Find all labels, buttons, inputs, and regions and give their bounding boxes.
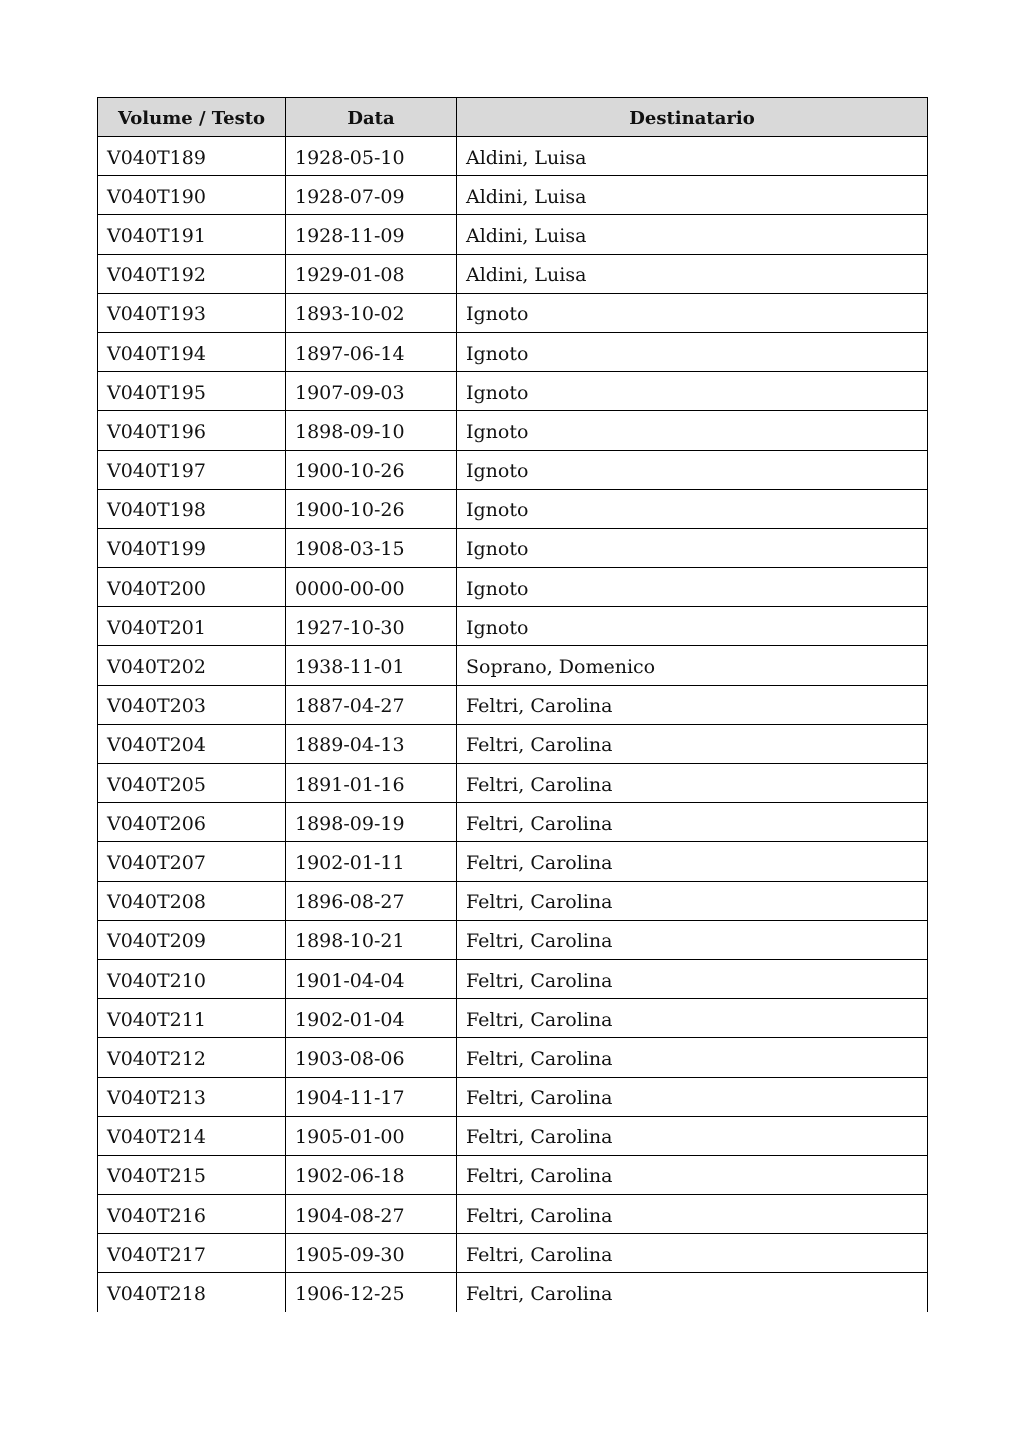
table-row [98, 254, 928, 293]
table-row [98, 137, 928, 176]
destinatario-cell: Feltri, Carolina [457, 999, 928, 1038]
volume-testo-cell: V040T216 [98, 1195, 286, 1234]
destinatario-cell: Ignoto [457, 568, 928, 607]
table-row [98, 372, 928, 411]
volume-testo-cell: V040T190 [98, 176, 286, 215]
table-row [98, 1038, 928, 1077]
volume-testo-cell: V040T215 [98, 1155, 286, 1194]
volume-testo-cell: V040T217 [98, 1234, 286, 1273]
data-cell: 1898-09-19 [286, 803, 457, 842]
table-row [98, 1234, 928, 1273]
data-cell: 1904-11-17 [286, 1077, 457, 1116]
table-row [98, 920, 928, 959]
volume-testo-cell: V040T197 [98, 450, 286, 489]
column-header-data: Data [286, 98, 457, 137]
data-cell: 1906-12-25 [286, 1273, 457, 1312]
table-row [98, 528, 928, 567]
data-cell: 1898-09-10 [286, 411, 457, 450]
data-cell: 1897-06-14 [286, 332, 457, 371]
table-row [98, 999, 928, 1038]
destinatario-cell: Feltri, Carolina [457, 685, 928, 724]
data-cell: 1908-03-15 [286, 528, 457, 567]
destinatario-cell: Feltri, Carolina [457, 1077, 928, 1116]
table-row [98, 450, 928, 489]
volume-testo-cell: V040T200 [98, 568, 286, 607]
table-row [98, 1195, 928, 1234]
destinatario-cell: Feltri, Carolina [457, 1234, 928, 1273]
data-cell: 1927-10-30 [286, 607, 457, 646]
table-row [98, 764, 928, 803]
destinatario-cell: Ignoto [457, 489, 928, 528]
volume-testo-cell: V040T199 [98, 528, 286, 567]
data-cell: 1902-01-04 [286, 999, 457, 1038]
destinatario-cell: Feltri, Carolina [457, 959, 928, 998]
volume-testo-cell: V040T202 [98, 646, 286, 685]
volume-testo-cell: V040T196 [98, 411, 286, 450]
data-cell: 1902-01-11 [286, 842, 457, 881]
destinatario-cell: Feltri, Carolina [457, 1116, 928, 1155]
destinatario-cell: Aldini, Luisa [457, 137, 928, 176]
table-row [98, 803, 928, 842]
data-cell: 1900-10-26 [286, 489, 457, 528]
table-row [98, 293, 928, 332]
table-row [98, 881, 928, 920]
letters-table [97, 97, 928, 1312]
volume-testo-cell: V040T201 [98, 607, 286, 646]
volume-testo-cell: V040T207 [98, 842, 286, 881]
table-row [98, 1155, 928, 1194]
data-cell: 1902-06-18 [286, 1155, 457, 1194]
destinatario-cell: Ignoto [457, 411, 928, 450]
table-row [98, 724, 928, 763]
table-row [98, 646, 928, 685]
data-cell: 1887-04-27 [286, 685, 457, 724]
destinatario-cell: Ignoto [457, 372, 928, 411]
table-row [98, 411, 928, 450]
destinatario-cell: Feltri, Carolina [457, 842, 928, 881]
destinatario-cell: Feltri, Carolina [457, 1038, 928, 1077]
destinatario-cell: Feltri, Carolina [457, 803, 928, 842]
destinatario-cell: Ignoto [457, 450, 928, 489]
data-cell: 0000-00-00 [286, 568, 457, 607]
volume-testo-cell: V040T205 [98, 764, 286, 803]
data-cell: 1905-09-30 [286, 1234, 457, 1273]
data-cell: 1896-08-27 [286, 881, 457, 920]
table-body [98, 137, 928, 1313]
destinatario-cell: Feltri, Carolina [457, 920, 928, 959]
table-row [98, 685, 928, 724]
destinatario-cell: Ignoto [457, 332, 928, 371]
data-cell: 1928-05-10 [286, 137, 457, 176]
destinatario-cell: Feltri, Carolina [457, 881, 928, 920]
destinatario-cell: Aldini, Luisa [457, 176, 928, 215]
volume-testo-cell: V040T194 [98, 332, 286, 371]
data-cell: 1900-10-26 [286, 450, 457, 489]
volume-testo-cell: V040T206 [98, 803, 286, 842]
destinatario-cell: Ignoto [457, 607, 928, 646]
destinatario-cell: Ignoto [457, 293, 928, 332]
volume-testo-cell: V040T204 [98, 724, 286, 763]
column-header-volume-testo: Volume / Testo [98, 98, 286, 137]
table-row [98, 1273, 928, 1312]
volume-testo-cell: V040T193 [98, 293, 286, 332]
table-row [98, 176, 928, 215]
volume-testo-cell: V040T208 [98, 881, 286, 920]
volume-testo-cell: V040T210 [98, 959, 286, 998]
destinatario-cell: Feltri, Carolina [457, 724, 928, 763]
column-header-destinatario: Destinatario [457, 98, 928, 137]
table-row [98, 607, 928, 646]
table-row [98, 568, 928, 607]
data-cell: 1891-01-16 [286, 764, 457, 803]
table-row [98, 1077, 928, 1116]
destinatario-cell: Feltri, Carolina [457, 1273, 928, 1312]
destinatario-cell: Aldini, Luisa [457, 215, 928, 254]
volume-testo-cell: V040T218 [98, 1273, 286, 1312]
destinatario-cell: Soprano, Domenico [457, 646, 928, 685]
data-cell: 1905-01-00 [286, 1116, 457, 1155]
volume-testo-cell: V040T213 [98, 1077, 286, 1116]
data-cell: 1907-09-03 [286, 372, 457, 411]
data-cell: 1904-08-27 [286, 1195, 457, 1234]
destinatario-cell: Ignoto [457, 528, 928, 567]
data-cell: 1901-04-04 [286, 959, 457, 998]
data-cell: 1898-10-21 [286, 920, 457, 959]
destinatario-cell: Feltri, Carolina [457, 764, 928, 803]
table-row [98, 959, 928, 998]
volume-testo-cell: V040T209 [98, 920, 286, 959]
data-cell: 1889-04-13 [286, 724, 457, 763]
data-cell: 1893-10-02 [286, 293, 457, 332]
volume-testo-cell: V040T192 [98, 254, 286, 293]
table-row [98, 1116, 928, 1155]
destinatario-cell: Feltri, Carolina [457, 1195, 928, 1234]
data-cell: 1928-07-09 [286, 176, 457, 215]
destinatario-cell: Feltri, Carolina [457, 1155, 928, 1194]
data-cell: 1929-01-08 [286, 254, 457, 293]
volume-testo-cell: V040T191 [98, 215, 286, 254]
data-cell: 1928-11-09 [286, 215, 457, 254]
table-row [98, 842, 928, 881]
header-row [98, 98, 928, 137]
volume-testo-cell: V040T212 [98, 1038, 286, 1077]
table-header [98, 98, 928, 137]
data-cell: 1938-11-01 [286, 646, 457, 685]
destinatario-cell: Aldini, Luisa [457, 254, 928, 293]
volume-testo-cell: V040T203 [98, 685, 286, 724]
volume-testo-cell: V040T195 [98, 372, 286, 411]
volume-testo-cell: V040T214 [98, 1116, 286, 1155]
data-cell: 1903-08-06 [286, 1038, 457, 1077]
volume-testo-cell: V040T198 [98, 489, 286, 528]
volume-testo-cell: V040T189 [98, 137, 286, 176]
table-row [98, 332, 928, 371]
table-row [98, 215, 928, 254]
volume-testo-cell: V040T211 [98, 999, 286, 1038]
table-row [98, 489, 928, 528]
